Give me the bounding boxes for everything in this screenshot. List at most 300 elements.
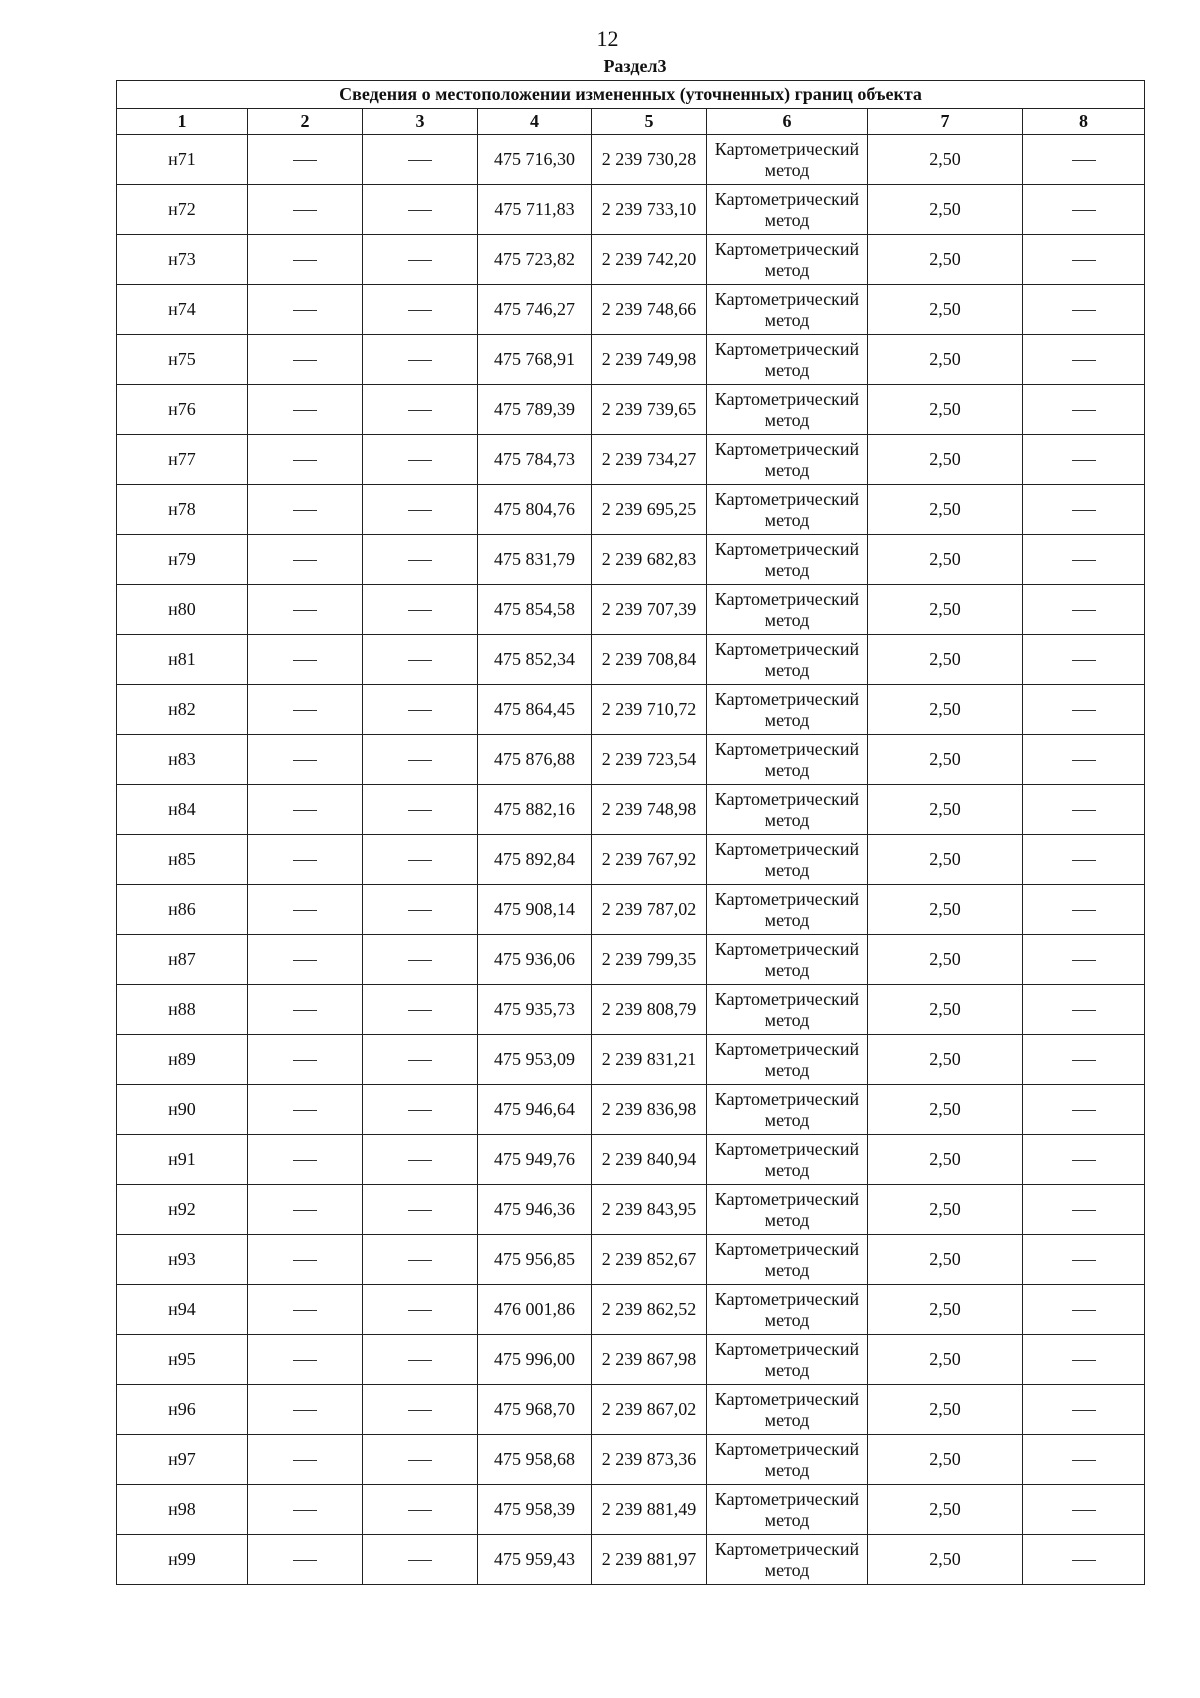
dash-mark xyxy=(408,1110,432,1111)
column-8-cell xyxy=(1023,1085,1145,1135)
method-cell: Картометрический метод xyxy=(707,435,868,485)
y-coordinate-cell: 2 239 748,98 xyxy=(592,785,707,835)
column-2-cell xyxy=(248,135,363,185)
column-2-cell xyxy=(248,735,363,785)
column-8-cell xyxy=(1023,1185,1145,1235)
method-cell: Картометрический метод xyxy=(707,1185,868,1235)
table-row xyxy=(117,485,1145,535)
point-name-cell: н85 xyxy=(117,835,248,885)
point-name-cell: н89 xyxy=(117,1035,248,1085)
dash-mark xyxy=(408,1310,432,1311)
y-coordinate-cell: 2 239 862,52 xyxy=(592,1285,707,1335)
y-coordinate-cell: 2 239 739,65 xyxy=(592,385,707,435)
table-caption-row xyxy=(117,81,1145,109)
accuracy-cell: 2,50 xyxy=(868,1385,1023,1435)
column-8-cell xyxy=(1023,1285,1145,1335)
column-8-cell xyxy=(1023,285,1145,335)
column-2-cell xyxy=(248,835,363,885)
dash-mark xyxy=(293,960,317,961)
table-row xyxy=(117,285,1145,335)
x-coordinate-cell: 475 968,70 xyxy=(478,1385,592,1435)
dash-mark xyxy=(408,410,432,411)
y-coordinate-cell: 2 239 707,39 xyxy=(592,585,707,635)
dash-mark xyxy=(408,310,432,311)
dash-mark xyxy=(408,460,432,461)
column-3-cell xyxy=(363,785,478,835)
x-coordinate-cell: 475 711,83 xyxy=(478,185,592,235)
point-name-cell: н91 xyxy=(117,1135,248,1185)
dash-mark xyxy=(293,1560,317,1561)
accuracy-cell: 2,50 xyxy=(868,535,1023,585)
method-cell: Картометрический метод xyxy=(707,985,868,1035)
dash-mark xyxy=(1072,860,1096,861)
accuracy-cell: 2,50 xyxy=(868,835,1023,885)
dash-mark xyxy=(293,810,317,811)
dash-mark xyxy=(408,360,432,361)
point-name-cell: н97 xyxy=(117,1435,248,1485)
method-cell: Картометрический метод xyxy=(707,1035,868,1085)
x-coordinate-cell: 475 852,34 xyxy=(478,635,592,685)
accuracy-cell: 2,50 xyxy=(868,885,1023,935)
accuracy-cell: 2,50 xyxy=(868,1435,1023,1485)
column-2-cell xyxy=(248,285,363,335)
method-cell: Картометрический метод xyxy=(707,385,868,435)
dash-mark xyxy=(408,1160,432,1161)
method-cell: Картометрический метод xyxy=(707,485,868,535)
column-2-cell xyxy=(248,485,363,535)
dash-mark xyxy=(1072,160,1096,161)
y-coordinate-cell: 2 239 749,98 xyxy=(592,335,707,385)
column-3-cell xyxy=(363,1235,478,1285)
column-3-cell xyxy=(363,985,478,1035)
column-2-cell xyxy=(248,685,363,735)
column-3-cell xyxy=(363,585,478,635)
column-8-cell xyxy=(1023,185,1145,235)
column-8-cell xyxy=(1023,435,1145,485)
dash-mark xyxy=(1072,1010,1096,1011)
column-3-cell xyxy=(363,285,478,335)
column-3-cell xyxy=(363,435,478,485)
dash-mark xyxy=(293,410,317,411)
dash-mark xyxy=(293,610,317,611)
column-3-cell xyxy=(363,1035,478,1085)
dash-mark xyxy=(293,1260,317,1261)
column-number: 4 xyxy=(478,109,592,135)
dash-mark xyxy=(408,1410,432,1411)
column-2-cell xyxy=(248,1235,363,1285)
accuracy-cell: 2,50 xyxy=(868,785,1023,835)
table-row xyxy=(117,985,1145,1035)
table-row xyxy=(117,385,1145,435)
column-3-cell xyxy=(363,535,478,585)
x-coordinate-cell: 475 935,73 xyxy=(478,985,592,1035)
method-cell: Картометрический метод xyxy=(707,635,868,685)
dash-mark xyxy=(1072,1110,1096,1111)
y-coordinate-cell: 2 239 733,10 xyxy=(592,185,707,235)
dash-mark xyxy=(293,510,317,511)
column-2-cell xyxy=(248,1535,363,1585)
y-coordinate-cell: 2 239 723,54 xyxy=(592,735,707,785)
section-title: Раздел3 xyxy=(603,56,667,76)
point-name-cell: н78 xyxy=(117,485,248,535)
dash-mark xyxy=(1072,660,1096,661)
y-coordinate-cell: 2 239 742,20 xyxy=(592,235,707,285)
dash-mark xyxy=(408,210,432,211)
point-name-cell: н94 xyxy=(117,1285,248,1335)
point-name-cell: н96 xyxy=(117,1385,248,1435)
column-number: 5 xyxy=(592,109,707,135)
dash-mark xyxy=(293,1210,317,1211)
x-coordinate-cell: 475 892,84 xyxy=(478,835,592,885)
column-2-cell xyxy=(248,1435,363,1485)
column-number: 3 xyxy=(363,109,478,135)
column-3-cell xyxy=(363,335,478,385)
x-coordinate-cell: 475 864,45 xyxy=(478,685,592,735)
dash-mark xyxy=(408,960,432,961)
y-coordinate-cell: 2 239 867,02 xyxy=(592,1385,707,1435)
dash-mark xyxy=(1072,260,1096,261)
accuracy-cell: 2,50 xyxy=(868,635,1023,685)
column-8-cell xyxy=(1023,1035,1145,1085)
column-3-cell xyxy=(363,385,478,435)
point-name-cell: н74 xyxy=(117,285,248,335)
dash-mark xyxy=(408,510,432,511)
method-cell: Картометрический метод xyxy=(707,1535,868,1585)
x-coordinate-cell: 475 882,16 xyxy=(478,785,592,835)
column-number-row xyxy=(117,109,1145,135)
accuracy-cell: 2,50 xyxy=(868,385,1023,435)
dash-mark xyxy=(293,910,317,911)
table-row xyxy=(117,835,1145,885)
column-8-cell xyxy=(1023,585,1145,635)
column-2-cell xyxy=(248,385,363,435)
point-name-cell: н92 xyxy=(117,1185,248,1235)
accuracy-cell: 2,50 xyxy=(868,235,1023,285)
column-8-cell xyxy=(1023,235,1145,285)
column-2-cell xyxy=(248,885,363,935)
dash-mark xyxy=(1072,1210,1096,1211)
column-3-cell xyxy=(363,685,478,735)
table-row xyxy=(117,535,1145,585)
method-cell: Картометрический метод xyxy=(707,235,868,285)
dash-mark xyxy=(1072,460,1096,461)
column-3-cell xyxy=(363,485,478,535)
y-coordinate-cell: 2 239 710,72 xyxy=(592,685,707,735)
dash-mark xyxy=(408,810,432,811)
y-coordinate-cell: 2 239 730,28 xyxy=(592,135,707,185)
column-number: 2 xyxy=(248,109,363,135)
y-coordinate-cell: 2 239 873,36 xyxy=(592,1435,707,1485)
x-coordinate-cell: 475 876,88 xyxy=(478,735,592,785)
column-3-cell xyxy=(363,1335,478,1385)
dash-mark xyxy=(408,910,432,911)
accuracy-cell: 2,50 xyxy=(868,185,1023,235)
column-3-cell xyxy=(363,1135,478,1185)
point-name-cell: н84 xyxy=(117,785,248,835)
dash-mark xyxy=(408,1010,432,1011)
x-coordinate-cell: 475 959,43 xyxy=(478,1535,592,1585)
point-name-cell: н73 xyxy=(117,235,248,285)
point-name-cell: н76 xyxy=(117,385,248,435)
column-8-cell xyxy=(1023,985,1145,1035)
y-coordinate-cell: 2 239 808,79 xyxy=(592,985,707,1035)
x-coordinate-cell: 475 831,79 xyxy=(478,535,592,585)
table-row xyxy=(117,185,1145,235)
method-cell: Картометрический метод xyxy=(707,785,868,835)
column-3-cell xyxy=(363,235,478,285)
column-2-cell xyxy=(248,1035,363,1085)
column-number: 6 xyxy=(707,109,868,135)
dash-mark xyxy=(1072,710,1096,711)
x-coordinate-cell: 475 908,14 xyxy=(478,885,592,935)
dash-mark xyxy=(1072,410,1096,411)
dash-mark xyxy=(293,660,317,661)
accuracy-cell: 2,50 xyxy=(868,585,1023,635)
x-coordinate-cell: 475 956,85 xyxy=(478,1235,592,1285)
column-2-cell xyxy=(248,1335,363,1385)
dash-mark xyxy=(1072,760,1096,761)
dash-mark xyxy=(293,1360,317,1361)
table-row xyxy=(117,885,1145,935)
column-8-cell xyxy=(1023,335,1145,385)
dash-mark xyxy=(408,1510,432,1511)
point-name-cell: н82 xyxy=(117,685,248,735)
dash-mark xyxy=(293,1060,317,1061)
accuracy-cell: 2,50 xyxy=(868,685,1023,735)
y-coordinate-cell: 2 239 748,66 xyxy=(592,285,707,335)
accuracy-cell: 2,50 xyxy=(868,1085,1023,1135)
dash-mark xyxy=(408,1560,432,1561)
point-name-cell: н77 xyxy=(117,435,248,485)
table-row xyxy=(117,235,1145,285)
point-name-cell: н87 xyxy=(117,935,248,985)
column-3-cell xyxy=(363,135,478,185)
column-3-cell xyxy=(363,1385,478,1435)
y-coordinate-cell: 2 239 843,95 xyxy=(592,1185,707,1235)
method-cell: Картометрический метод xyxy=(707,735,868,785)
x-coordinate-cell: 475 746,27 xyxy=(478,285,592,335)
point-name-cell: н80 xyxy=(117,585,248,635)
accuracy-cell: 2,50 xyxy=(868,935,1023,985)
column-3-cell xyxy=(363,885,478,935)
y-coordinate-cell: 2 239 682,83 xyxy=(592,535,707,585)
dash-mark xyxy=(408,160,432,161)
table-body xyxy=(117,135,1145,1585)
column-8-cell xyxy=(1023,935,1145,985)
accuracy-cell: 2,50 xyxy=(868,485,1023,535)
x-coordinate-cell: 475 789,39 xyxy=(478,385,592,435)
table-row xyxy=(117,785,1145,835)
table-row xyxy=(117,735,1145,785)
column-2-cell xyxy=(248,185,363,235)
column-2-cell xyxy=(248,1135,363,1185)
method-cell: Картометрический метод xyxy=(707,335,868,385)
point-name-cell: н79 xyxy=(117,535,248,585)
point-name-cell: н90 xyxy=(117,1085,248,1135)
dash-mark xyxy=(408,1060,432,1061)
table-row xyxy=(117,1135,1145,1185)
column-8-cell xyxy=(1023,835,1145,885)
point-name-cell: н71 xyxy=(117,135,248,185)
method-cell: Картометрический метод xyxy=(707,285,868,335)
column-8-cell xyxy=(1023,1485,1145,1535)
x-coordinate-cell: 475 784,73 xyxy=(478,435,592,485)
dash-mark xyxy=(293,1310,317,1311)
column-2-cell xyxy=(248,1485,363,1535)
column-2-cell xyxy=(248,635,363,685)
column-3-cell xyxy=(363,1485,478,1535)
column-8-cell xyxy=(1023,1435,1145,1485)
column-2-cell xyxy=(248,935,363,985)
accuracy-cell: 2,50 xyxy=(868,285,1023,335)
x-coordinate-cell: 475 723,82 xyxy=(478,235,592,285)
column-2-cell xyxy=(248,235,363,285)
method-cell: Картометрический метод xyxy=(707,535,868,585)
accuracy-cell: 2,50 xyxy=(868,1535,1023,1585)
dash-mark xyxy=(293,310,317,311)
method-cell: Картометрический метод xyxy=(707,1085,868,1135)
dash-mark xyxy=(293,860,317,861)
x-coordinate-cell: 475 854,58 xyxy=(478,585,592,635)
column-2-cell xyxy=(248,435,363,485)
column-8-cell xyxy=(1023,385,1145,435)
column-2-cell xyxy=(248,1085,363,1135)
y-coordinate-cell: 2 239 708,84 xyxy=(592,635,707,685)
dash-mark xyxy=(1072,1260,1096,1261)
x-coordinate-cell: 475 768,91 xyxy=(478,335,592,385)
method-cell: Картометрический метод xyxy=(707,585,868,635)
method-cell: Картометрический метод xyxy=(707,935,868,985)
method-cell: Картометрический метод xyxy=(707,1235,868,1285)
table-row xyxy=(117,1185,1145,1235)
table-row xyxy=(117,1335,1145,1385)
y-coordinate-cell: 2 239 734,27 xyxy=(592,435,707,485)
point-name-cell: н72 xyxy=(117,185,248,235)
x-coordinate-cell: 475 946,36 xyxy=(478,1185,592,1235)
point-name-cell: н99 xyxy=(117,1535,248,1585)
method-cell: Картометрический метод xyxy=(707,1285,868,1335)
accuracy-cell: 2,50 xyxy=(868,1485,1023,1535)
column-2-cell xyxy=(248,985,363,1035)
dash-mark xyxy=(1072,1410,1096,1411)
method-cell: Картометрический метод xyxy=(707,1335,868,1385)
dash-mark xyxy=(1072,1060,1096,1061)
method-cell: Картометрический метод xyxy=(707,185,868,235)
method-cell: Картометрический метод xyxy=(707,685,868,735)
dash-mark xyxy=(293,1110,317,1111)
table-row xyxy=(117,1035,1145,1085)
table-row xyxy=(117,935,1145,985)
y-coordinate-cell: 2 239 881,49 xyxy=(592,1485,707,1535)
dash-mark xyxy=(1072,1460,1096,1461)
dash-mark xyxy=(293,1510,317,1511)
point-name-cell: н83 xyxy=(117,735,248,785)
dash-mark xyxy=(293,710,317,711)
accuracy-cell: 2,50 xyxy=(868,1035,1023,1085)
y-coordinate-cell: 2 239 836,98 xyxy=(592,1085,707,1135)
table-row xyxy=(117,1385,1145,1435)
column-number: 7 xyxy=(868,109,1023,135)
point-name-cell: н86 xyxy=(117,885,248,935)
dash-mark xyxy=(1072,1310,1096,1311)
dash-mark xyxy=(293,1160,317,1161)
column-8-cell xyxy=(1023,535,1145,585)
accuracy-cell: 2,50 xyxy=(868,1285,1023,1335)
method-cell: Картометрический метод xyxy=(707,835,868,885)
method-cell: Картометрический метод xyxy=(707,1435,868,1485)
column-8-cell xyxy=(1023,135,1145,185)
method-cell: Картометрический метод xyxy=(707,135,868,185)
page-number: 12 xyxy=(596,26,619,51)
column-2-cell xyxy=(248,1185,363,1235)
dash-mark xyxy=(1072,1160,1096,1161)
method-cell: Картометрический метод xyxy=(707,1485,868,1535)
y-coordinate-cell: 2 239 881,97 xyxy=(592,1535,707,1585)
table-row xyxy=(117,435,1145,485)
dash-mark xyxy=(1072,560,1096,561)
column-8-cell xyxy=(1023,735,1145,785)
dash-mark xyxy=(293,260,317,261)
accuracy-cell: 2,50 xyxy=(868,985,1023,1035)
dash-mark xyxy=(1072,360,1096,361)
accuracy-cell: 2,50 xyxy=(868,1335,1023,1385)
accuracy-cell: 2,50 xyxy=(868,1185,1023,1235)
dash-mark xyxy=(293,210,317,211)
dash-mark xyxy=(408,710,432,711)
dash-mark xyxy=(1072,610,1096,611)
column-number: 1 xyxy=(117,109,248,135)
column-3-cell xyxy=(363,1285,478,1335)
column-8-cell xyxy=(1023,685,1145,735)
y-coordinate-cell: 2 239 787,02 xyxy=(592,885,707,935)
dash-mark xyxy=(1072,210,1096,211)
column-8-cell xyxy=(1023,1385,1145,1435)
y-coordinate-cell: 2 239 695,25 xyxy=(592,485,707,535)
table-row xyxy=(117,335,1145,385)
column-2-cell xyxy=(248,335,363,385)
table-row xyxy=(117,1485,1145,1535)
dash-mark xyxy=(1072,1510,1096,1511)
column-3-cell xyxy=(363,1535,478,1585)
x-coordinate-cell: 475 716,30 xyxy=(478,135,592,185)
column-2-cell xyxy=(248,1385,363,1435)
point-name-cell: н88 xyxy=(117,985,248,1035)
x-coordinate-cell: 475 953,09 xyxy=(478,1035,592,1085)
y-coordinate-cell: 2 239 867,98 xyxy=(592,1335,707,1385)
column-8-cell xyxy=(1023,1335,1145,1385)
column-number: 8 xyxy=(1023,109,1145,135)
dash-mark xyxy=(1072,1560,1096,1561)
table-row xyxy=(117,1435,1145,1485)
x-coordinate-cell: 476 001,86 xyxy=(478,1285,592,1335)
column-8-cell xyxy=(1023,485,1145,535)
dash-mark xyxy=(1072,1360,1096,1361)
column-3-cell xyxy=(363,735,478,785)
dash-mark xyxy=(293,760,317,761)
column-2-cell xyxy=(248,785,363,835)
column-2-cell xyxy=(248,1285,363,1335)
accuracy-cell: 2,50 xyxy=(868,435,1023,485)
point-name-cell: н75 xyxy=(117,335,248,385)
table-caption: Сведения о местоположении измененных (уточненных) границ объекта xyxy=(117,81,1145,109)
dash-mark xyxy=(408,1210,432,1211)
column-8-cell xyxy=(1023,1535,1145,1585)
column-3-cell xyxy=(363,1435,478,1485)
column-8-cell xyxy=(1023,1135,1145,1185)
column-2-cell xyxy=(248,585,363,635)
column-8-cell xyxy=(1023,885,1145,935)
column-8-cell xyxy=(1023,635,1145,685)
